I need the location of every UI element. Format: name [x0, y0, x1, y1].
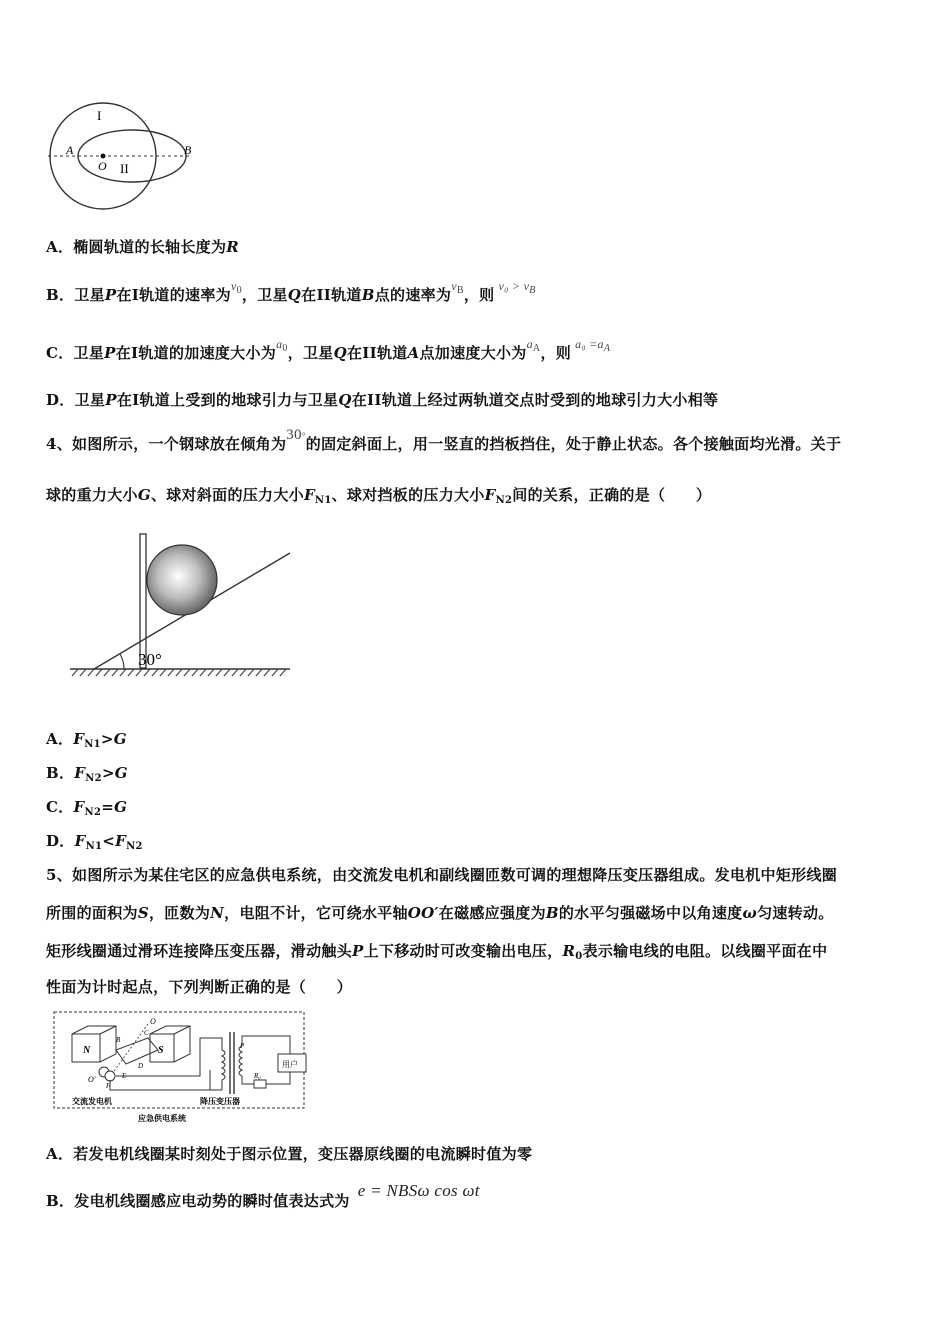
svg-text:R₀: R₀	[254, 1072, 261, 1080]
svg-text:B: B	[116, 1036, 121, 1044]
q4-stem-line1: 4、如图所示，一个钢球放在倾角为30°的固定斜面上，用一竖直的挡板挡住，处于静止状态。各个接触面均光滑。关于	[46, 427, 842, 453]
svg-text:C: C	[144, 1029, 149, 1037]
q3-option-c[interactable]: C．卫星P在I轨道的加速度大小为$^{a_0}$，卫星Q在II轨道A点加速度大小为$^{a_A}$，则 $^{a_0 =a_A}$	[46, 337, 611, 362]
orbit-label-II: II	[120, 161, 129, 176]
q5-stem-line2: 所围的面积为S，匝数为N，电阻不计，它可绕水平轴OO′在磁感应强度为B的水平匀强磁场中以角速度ω匀速转动。	[46, 904, 834, 922]
q3-option-a[interactable]: A．椭圆轨道的长轴长度为R	[46, 238, 240, 256]
q5-stem-line4: 性面为计时起点，下列判断正确的是（ ）	[46, 978, 353, 996]
svg-text:S: S	[158, 1045, 164, 1056]
q5-stem-line3: 矩形线圈通过滑环连接降压变压器，滑动触头P上下移动时可改变输出电压，$R_0$表示输电线的电阻。以线圈平面在中	[46, 942, 828, 962]
svg-text:F: F	[106, 1082, 111, 1090]
svg-text:O′: O′	[88, 1075, 96, 1084]
svg-text:降压变压器: 降压变压器	[200, 1097, 240, 1106]
q4-option-b[interactable]: B．$F_{N2}>G$	[46, 764, 128, 784]
svg-text:N: N	[83, 1045, 91, 1056]
incline-angle-label: 30°	[138, 650, 162, 669]
generator-figure	[50, 1010, 310, 1126]
orbit-label-A: A	[66, 143, 74, 157]
q5-option-a[interactable]: A．若发电机线圈某时刻处于图示位置，变压器原线圈的电流瞬时值为零	[46, 1145, 533, 1163]
svg-text:P: P	[240, 1042, 245, 1050]
svg-text:D: D	[138, 1062, 144, 1070]
q4-option-d[interactable]: D．$F_{N1}<F_{N2}$	[46, 832, 143, 852]
svg-text:E: E	[122, 1072, 127, 1080]
svg-text:用户: 用户	[282, 1060, 298, 1069]
svg-text:应急供电系统: 应急供电系统	[138, 1114, 186, 1123]
svg-text:交流发电机: 交流发电机	[72, 1097, 112, 1106]
q3-option-d[interactable]: D．卫星P在I轨道上受到的地球引力与卫星Q在II轨道上经过两轨道交点时受到的地球引力大小相等	[46, 391, 719, 409]
q4-option-c[interactable]: C．$F_{N2}=G$	[46, 798, 128, 818]
svg-text:O: O	[150, 1017, 156, 1026]
q4-option-a[interactable]: A．$F_{N1}>G$	[46, 730, 127, 750]
q4-stem-line2: 球的重力大小G、球对斜面的压力大小$F_{N1}$、球对挡板的压力大小$F_{N2}$间的关系，正确的是（ ）	[46, 486, 712, 506]
q5-option-b[interactable]: B．发电机线圈感应电动势的瞬时值表达式为e = NBSω cos ωt	[46, 1181, 480, 1210]
orbit-label-B: B	[184, 143, 192, 157]
incline-figure	[66, 526, 298, 686]
q5-stem-line1: 5、如图所示为某住宅区的应急供电系统，由交流发电机和副线圈匝数可调的理想降压变压器组成。发电机中矩形线圈	[46, 866, 838, 884]
orbit-label-O: O	[98, 159, 107, 173]
orbit-label-I: I	[97, 108, 102, 123]
q3-option-b[interactable]: B．卫星P在I轨道的速率为$^{v_0}$，卫星Q在II轨道B点的速率为$^{v_B}$，则 $^{v_0 > v_B}$	[46, 279, 536, 304]
orbit-figure	[44, 98, 204, 216]
